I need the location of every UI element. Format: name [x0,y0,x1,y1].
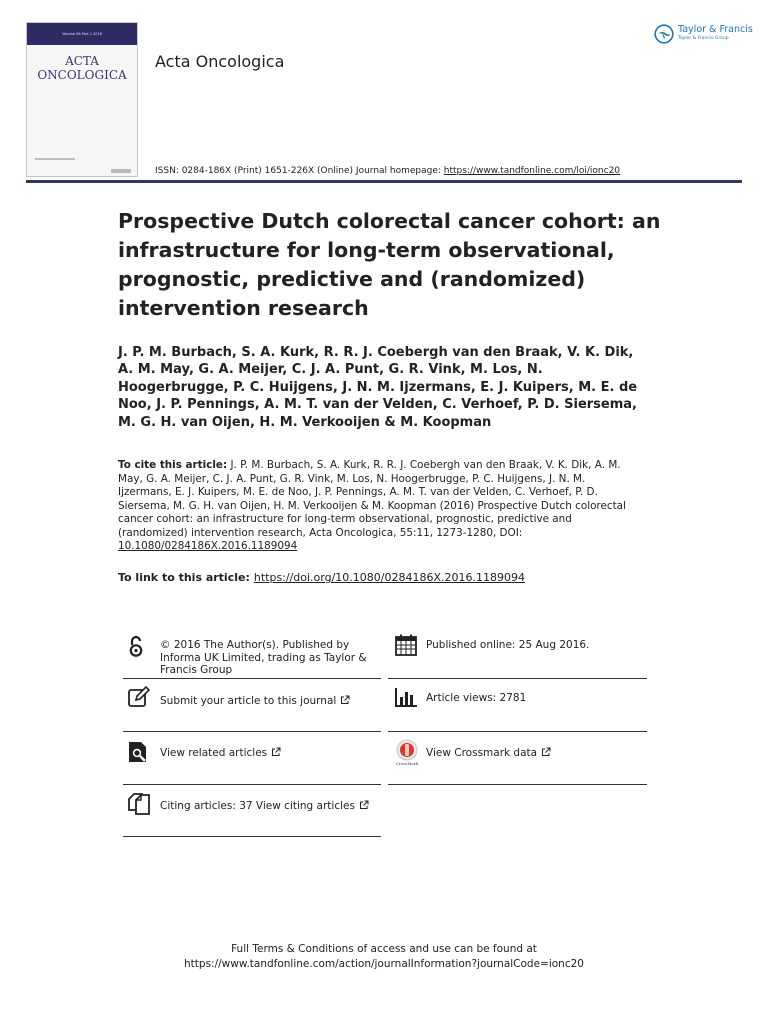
open-access-icon [124,634,148,658]
citing-articles-label: Citing articles: 37 View citing articles [160,800,355,812]
terms-footer [0,942,768,971]
crossmark-link[interactable] [426,747,551,760]
grid-divider [123,784,381,785]
crossmark-icon [396,739,418,761]
submit-article-link[interactable] [160,695,350,708]
calendar-icon [394,633,418,657]
terms-footer-line1: Full Terms & Conditions of access and use can be found at [231,943,537,955]
issn-line [155,166,620,176]
citing-articles-link[interactable] [160,800,369,813]
crossmark-caption: CrossMark [395,761,419,766]
external-link-icon [340,695,350,705]
article-doi-link[interactable]: https://doi.org/10.1080/0284186X.2016.1189094 [253,571,525,584]
bar-chart-icon [394,685,418,709]
submit-article-label: Submit your article to this journal [160,695,337,707]
article-link-label: To link to this article: [118,571,250,584]
cover-band [27,23,137,45]
cover-band-text: Volume 56 Part 1 2016 [62,32,102,36]
grid-divider [123,678,381,679]
external-link-icon [271,747,281,757]
grid-divider [123,836,381,837]
citation-label: To cite this article: [118,459,228,471]
crossmark-badge[interactable] [394,739,420,769]
article-title: Prospective Dutch colorectal cancer cohort: an infrastructure for long-term observational, prognostic, predictive and (randomized) intervention research [118,209,661,320]
journal-name: Acta Oncologica [155,52,285,71]
grid-divider [388,784,647,785]
citing-articles-icon [127,792,151,816]
related-articles-icon [127,740,151,764]
article-views: Article views: 2781 [426,692,527,704]
grid-divider [388,731,647,732]
external-link-icon [541,747,551,757]
cover-title-line1: ACTA [65,54,99,68]
cover-footer-line [35,158,75,160]
edit-icon [127,685,151,709]
journal-homepage-link[interactable]: https://www.tandfonline.com/loi/ionc20 [443,166,621,176]
article-link-line [118,571,525,584]
issn-text: ISSN: 0284-186X (Print) 1651-226X (Online) Journal homepage: [155,166,444,176]
cover-title [27,54,137,82]
related-articles-label: View related articles [160,747,268,759]
journal-cover-thumbnail [26,22,138,177]
open-access-notice: © 2016 The Author(s). Published by Informa UK Limited, trading as Taylor & Francis Group [160,639,367,676]
publisher-logo[interactable] [654,22,753,48]
published-online-date: Published online: 25 Aug 2016. [426,639,590,651]
cover-title-line2: ONCOLOGICA [37,68,127,82]
article-authors: J. P. M. Burbach, S. A. Kurk, R. R. J. Coebergh van den Braak, V. K. Dik, A. M. May, G. A. Meijer, C. J. A. Punt, G. R. Vink, M. Los, N. Hoogerbrugge, P. C. Huijgens, J. N. M. Ijzermans, E. J. Kuipers, M. E. de Noo, J. P. Pennings, A. M. T. van der Velden, C. Verhoef, P. D. Siersema, M. G. H. van Oijen, H. M. Verkooijen & M. Koopman [118,345,638,430]
terms-footer-url[interactable]: https://www.tandfonline.com/action/journalInformation?journalCode=ionc20 [184,957,584,970]
external-link-icon [359,800,369,810]
taylor-francis-logo-icon [654,24,674,44]
header-divider [26,180,742,183]
citation-block [118,459,638,554]
publisher-name: Taylor & Francis [678,24,753,35]
citation-doi-link[interactable]: 10.1080/0284186X.2016.1189094 [118,540,298,552]
grid-divider [388,678,647,679]
crossmark-label: View Crossmark data [426,747,538,759]
publisher-subname: Taylor & Francis Group [678,36,729,41]
cover-publisher-mark [111,169,131,173]
grid-divider [123,731,381,732]
citation-text: J. P. M. Burbach, S. A. Kurk, R. R. J. Coebergh van den Braak, V. K. Dik, A. M. May, G. A. Meijer, C. J. A. Punt, G. R. Vink, M. Los, N. Hoogerbrugge, P. C. Huijgens, J. N. M. Ijzermans, E. J. Kuipers, M. E. de Noo, J. P. Pennings, A. M. T. van der Velden, C. Verhoef, P. D. Siersema, M. G. H. van Oijen, H. M. Verkooijen & M. Koopman (2016) Prospective Dutch colorectal cancer cohort: an infrastructure for long-term observational, prognostic, predictive and (randomized) intervention research, Acta Oncologica, 55:11, 1273-1280, DOI: [118,459,626,539]
related-articles-link[interactable] [160,747,281,760]
